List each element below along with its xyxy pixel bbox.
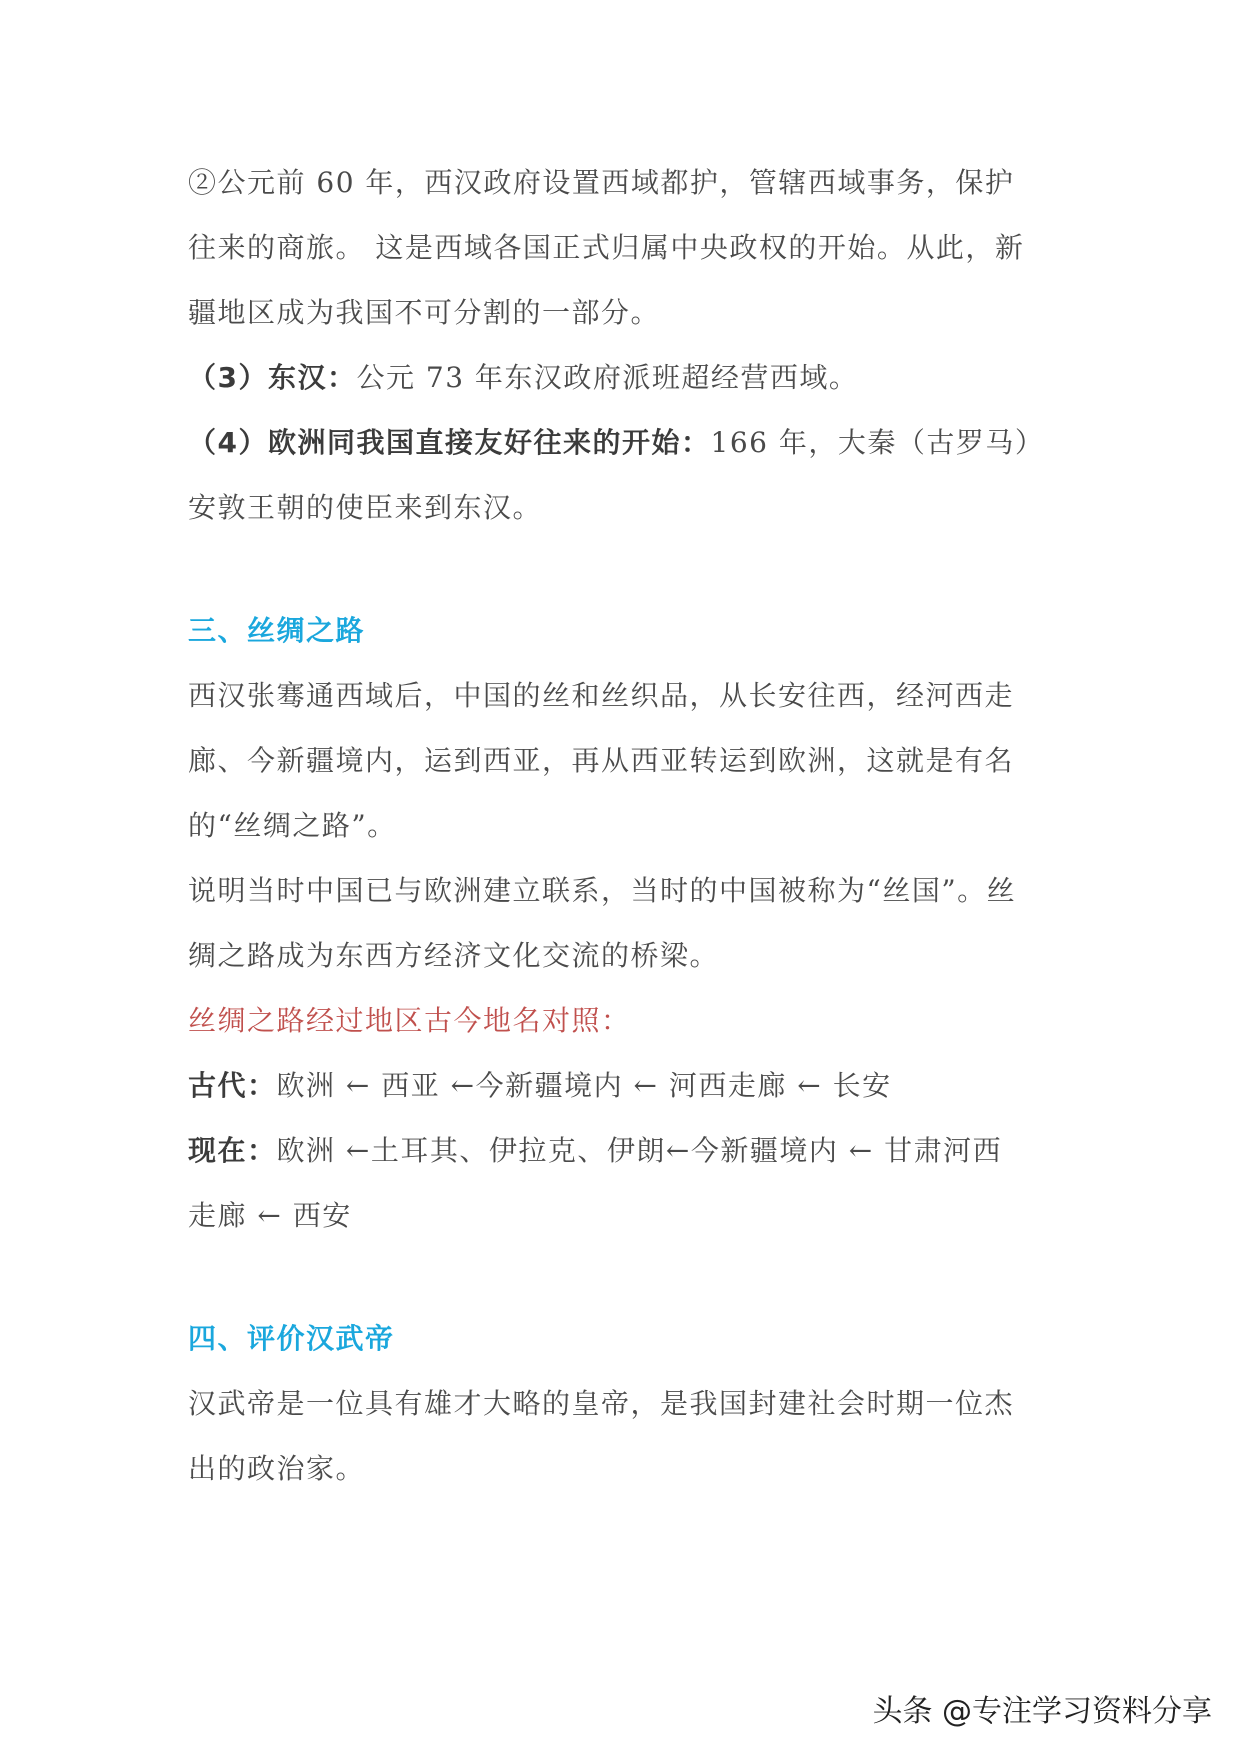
section3-para2-line-2: 绸之路成为东西方经济文化交流的桥梁。 <box>188 939 720 972</box>
watermark: 头条 @专注学习资料分享 <box>872 1694 1212 1729</box>
modern-text: 欧洲 ←土耳其、伊拉克、伊朗←今新疆境内 ← 甘肃河西 <box>276 1134 1003 1167</box>
document-page <box>188 150 1058 1501</box>
item3-text: 公元 73 年东汉政府派班超经营西域。 <box>356 361 859 394</box>
section3-para1-line-3: 的“丝绸之路”。 <box>188 809 397 842</box>
modern-label: 现在： <box>188 1134 277 1167</box>
item4-text: 166 年，大秦（古罗马） <box>710 426 1045 459</box>
item2-line-2: 往来的商旅。 这是西域各国正式归属中央政权的开始。从此，新 <box>188 231 1025 264</box>
compare-title: 丝绸之路经过地区古今地名对照： <box>188 1004 631 1037</box>
spacer <box>188 1248 1058 1306</box>
item2-line-3: 疆地区成为我国不可分割的一部分。 <box>188 296 661 329</box>
spacer <box>188 540 1058 598</box>
section4-para-line-1: 汉武帝是一位具有雄才大略的皇帝，是我国封建社会时期一位杰 <box>188 1387 1015 1420</box>
item3-label: （3）东汉： <box>188 361 357 394</box>
modern-line-1 <box>188 1118 1058 1183</box>
section4-heading: 四、评价汉武帝 <box>188 1322 395 1355</box>
section3-para1-line-2: 廊、今新疆境内，运到西亚，再从西亚转运到欧洲，这就是有名 <box>188 744 1015 777</box>
modern-line-2: 走廊 ← 西安 <box>188 1199 352 1232</box>
section3-para2-line-1: 说明当时中国已与欧洲建立联系，当时的中国被称为“丝国”。丝 <box>188 874 1017 907</box>
item4-label: （4）欧洲同我国直接友好往来的开始： <box>188 426 711 459</box>
item4-line-2: 安敦王朝的使臣来到东汉。 <box>188 491 543 524</box>
section4-para-line-2: 出的政治家。 <box>188 1452 366 1485</box>
section3-heading: 三、丝绸之路 <box>188 614 366 647</box>
ancient-label: 古代： <box>188 1069 277 1102</box>
ancient-text: 欧洲 ← 西亚 ←今新疆境内 ← 河西走廊 ← 长安 <box>276 1069 892 1102</box>
item2-line-1: ②公元前 60 年，西汉政府设置西域都护，管辖西域事务，保护 <box>188 166 1015 199</box>
item4-line-1 <box>188 410 1058 475</box>
item3-line <box>188 345 1058 410</box>
ancient-line <box>188 1053 1058 1118</box>
section3-para1-line-1: 西汉张骞通西域后，中国的丝和丝织品，从长安往西，经河西走 <box>188 679 1015 712</box>
